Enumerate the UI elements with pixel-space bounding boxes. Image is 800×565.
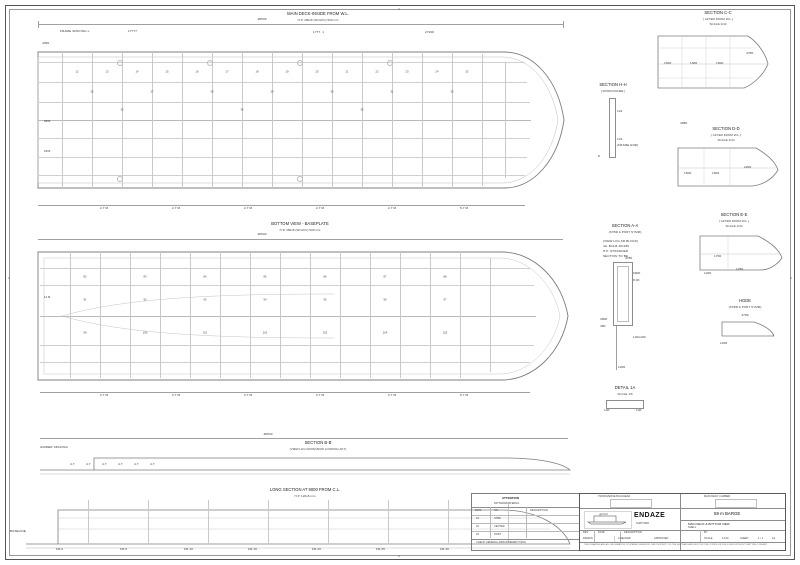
project-name: 59 m BARGE	[714, 511, 741, 516]
drawing-subtitle: SHELL	[688, 526, 697, 529]
attention-row-num: 03	[476, 533, 479, 536]
zone-number-top: 4	[398, 7, 400, 11]
hgde-profile	[718, 318, 776, 342]
deck-frame-line	[452, 52, 453, 188]
field-checked-label: CHECKED	[618, 537, 631, 540]
panel-number: 28	[210, 90, 214, 94]
deck-fitting-icon	[207, 60, 213, 66]
bottom-frame-line	[460, 252, 461, 378]
deck-frame-line	[302, 52, 303, 188]
deck-fitting-icon	[297, 176, 303, 182]
panel-number: 23	[405, 70, 409, 74]
view-title-hgde: HGDE (STBD & PORT SYMM)	[728, 298, 762, 309]
bottom-frame-line	[280, 252, 281, 378]
deck-long-line	[38, 157, 527, 158]
view-title-bottom: BOTTOM VIEW - BASEPLATE H.P. 180x8 (SP.ACC) 500 m/c	[271, 221, 329, 232]
attention-col-no: NO.	[494, 509, 499, 512]
dimension-line-bottom-view	[38, 239, 563, 240]
view-title-section-bb: SECTION B-B (VIEW LKG FROM BOW LOOKING AFT)	[289, 440, 347, 451]
panel-number: 12	[75, 70, 79, 74]
panel-number: 18	[255, 70, 259, 74]
panel-number: 20	[315, 70, 319, 74]
dimension-line-bb	[40, 438, 568, 439]
bottom-frame-line	[160, 252, 161, 378]
dim-note: 2.7 M	[316, 206, 325, 210]
rev-col-desc: DESCRIPTION	[624, 531, 642, 534]
attention-row-num: 02	[476, 525, 479, 528]
view-title-main-deck: MAIN DECK-INSIDE FROM W.L. H.P. 180x8 (SP.ACC) 500 m/c	[287, 11, 349, 22]
view-title-section-ee: SECTION E-E ( AFTER FROM W.L.) SCALE 1/10	[719, 212, 749, 229]
deck-frame-line	[332, 52, 333, 188]
panel-number: 15	[165, 70, 169, 74]
panel-number: 35	[360, 108, 364, 112]
note-aa-1: (VIEW LKG FR BLOCK)	[603, 239, 639, 243]
bottom-girder-line	[40, 268, 530, 269]
deck-fitting-icon	[117, 60, 123, 66]
deck-fitting-icon	[117, 176, 123, 182]
tb-top-label-2: MAIN DECK CAMBER	[704, 495, 731, 498]
title-block	[579, 493, 786, 551]
attention-footer: CHECK GENERAL ARRANGEMENT DWG	[476, 541, 526, 544]
note-aa-3: H.P. STIFFENER	[603, 249, 629, 253]
panel-number: 30	[330, 90, 334, 94]
zone-letter-right: C	[790, 276, 793, 280]
attention-heading: ATTENTION	[502, 496, 519, 500]
label-dim-4: 4350	[42, 41, 50, 45]
bottom-frame-line	[70, 252, 71, 378]
view-title-section-dd: SECTION D-D ( AFTER FROM W.L.) SCALE 1/10	[711, 126, 741, 143]
label-girder-spacing: GIRDER SPACING	[40, 445, 68, 449]
deck-fitting-icon	[297, 60, 303, 66]
view-title-section-hh: SECTION H-H ( FROM FRAME )	[599, 82, 627, 93]
dim-section-bb: 48540	[263, 432, 273, 436]
panel-number: 22	[375, 70, 379, 74]
dimension-girder-spacing	[40, 392, 530, 393]
drawing-sheet: MAIN DECK-INSIDE FROM W.L. H.P. 180x8 (SP.ACC) 500 m/c 48540 FRAME SPACING L. 17777 1777. 1 27200 4350 12 13 14 15 16 17 18 19 20 21 22 23 24 25 26 27 28 29 30 31 32 33 34 35 6800 5200 2.7 M 2.7 M 2.7 M 2.7 M 2.7 M 5.7 M BOTTOM VIEW - BASEPLATE H.P. 180x8 (SP.ACC) 500 m/c 48540 82 83 84 85 86 87 88 91 92 93 94 95 96 97 99 100 101 102 103 104 105 12 M 2.7 M 2.7 M 2.7 M 2.7 M 2.7 M 5.7 M SECTION B-B (VIEW LKG FROM BOW LOOKING AFT) 48540 GIRDER SPACING 4.7 4.7 4.7 4.7 4.7 4.7 LONG SECTION AT 9000 FROM C.L. H.P. 120x8 mm BASELINE FR.0 FR.5 FR.10 FR.15 FR.20 FR.25 FR.30 SECTION H-H ( FROM FRAME ) 122 122 (FRAME END) 8 SECTION A-A (STBD & PORT SYMM) (VIEW LKG FR BLOCK) 4A. BULB 40x180 H.P. STIFFENER SECTION TO BE 4780 6000 8.00 4500 480 140x100 1200 DETAIL 1A SCALE 1/5 140 140 SECTION C-C ( AFTER FROM W.L.) SCALE 1/10 1500 1500 1500 4780 SECTION D-D ( AFTER FROM W.L.) SCALE 1/10 4980 1500 1500 2200 SECTION E-E ( AFTER FROM W.L.) SCALE 1/10 1700 1250 1200 HGDE (STBD & PORT SYMM) 4780 1200 ATTENTION PATTERN/MATERIAL DWG NO. DESCRIPTION 01 STBD 02 CENTER 03 PORT CHECK GENERAL ARRANGEMENT DWG TRANSVERSE BULKHEAD MAIN DECK CAMBER ENDAZE SHIPYARD 59 m BARGE MAIN DECK & BOTTOM VIEW SHELL REV DATE DESCRIPTION BY DRAWN CHECKED APPROVED SCALE 1:100 SHEET 1 / 1 A1 THIS DRAWING AND ALL INFORMATION CONTAINED HEREIN IS THE PROPERTY OF THE SHIPYARD AND MUST NOT BE COPIED OR DISCLOSED WITHOUT WRITTEN CONSENT. C C 4 4	[0, 0, 800, 565]
zone-number-bottom: 4	[398, 554, 400, 558]
panel-number: 34	[240, 108, 244, 112]
panel-number: 16	[195, 70, 199, 74]
label-dim-1: 17777	[128, 29, 138, 33]
dim-tick-left	[38, 21, 39, 28]
frame-label: FR.15	[248, 547, 257, 551]
deck-long-line	[38, 138, 530, 139]
dim-note: 2.7 M	[244, 206, 253, 210]
label-dim-2: 1777. 1	[313, 30, 325, 34]
frame-label: FR.0	[56, 547, 64, 551]
camber-sketch-1	[610, 499, 652, 508]
rev-col-rev: REV	[583, 531, 589, 534]
deck-frame-line	[62, 52, 63, 188]
bottom-frame-line	[310, 252, 311, 378]
frame-label: FR.30	[440, 547, 449, 551]
bottom-frame-line	[250, 252, 251, 378]
label-left-note-1: 6800	[44, 120, 51, 123]
dim-note: 5.7 M	[460, 206, 469, 210]
note-aa-4: SECTION TO BE	[603, 254, 629, 258]
dim-tick-right	[563, 21, 564, 28]
deck-frame-line	[362, 52, 363, 188]
deck-long-line	[38, 82, 527, 83]
attention-row-desc: CENTER	[494, 525, 505, 528]
attention-col-desc: DESCRIPTION	[530, 509, 548, 512]
panel-number: 27	[150, 90, 154, 94]
zone-letter-left: C	[8, 276, 11, 280]
attention-row-num: 01	[476, 517, 479, 520]
attention-row-desc: STBD	[494, 517, 501, 520]
frame-label: FR.25	[376, 547, 385, 551]
label-left-note-2: 5200	[44, 150, 51, 153]
panel-number: 31	[390, 90, 394, 94]
field-drawn-label: DRAWN	[583, 537, 593, 540]
view-title-long-section: LONG SECTION AT 9000 FROM C.L. H.P. 120x8 mm	[269, 487, 341, 498]
attention-col-dwg: DWG	[475, 509, 482, 512]
section-aa-inner	[617, 266, 629, 322]
panel-number: 25	[465, 70, 469, 74]
label-bottom-side: 12 M	[44, 296, 51, 299]
tb-top-label-1: TRANSVERSE BULKHEAD	[598, 495, 631, 498]
panel-number: 14	[135, 70, 139, 74]
section-hh-profile	[609, 98, 616, 158]
bottom-frame-line	[430, 252, 431, 378]
field-scale-label: SCALE	[704, 537, 713, 540]
deck-frame-line	[272, 52, 273, 188]
disclaimer-text: THIS DRAWING AND ALL INFORMATION CONTAINED HEREIN IS THE PROPERTY OF THE SHIPYARD AND MUST NOT BE COPIED OR DISCLOSED WITHOUT WRITTEN CONSENT.	[584, 544, 768, 546]
bottom-centerline	[40, 316, 536, 317]
dim-hgde: 4780	[741, 313, 749, 317]
rev-col-date: DATE	[598, 531, 605, 534]
deck-frame-line	[505, 62, 506, 178]
deck-frame-line	[422, 52, 423, 188]
frame-label: FR.10	[184, 547, 193, 551]
view-title-detail-1a: DETAIL 1A SCALE 1/5	[614, 385, 636, 396]
deck-frame-line	[92, 52, 93, 188]
bottom-frame-line	[130, 252, 131, 378]
dim-note: 2.7 M	[388, 206, 397, 210]
deck-fitting-icon	[387, 60, 393, 66]
section-dd-profile	[672, 142, 782, 190]
label-baseline: BASELINE	[10, 529, 26, 533]
bottom-frame-line	[490, 258, 491, 372]
view-title-section-aa: SECTION A-A (STBD & PORT SYMM)	[608, 223, 642, 234]
deck-frame-line	[152, 52, 153, 188]
deck-frame-line	[482, 54, 483, 186]
drawing-title: MAIN DECK & BOTTOM VIEW	[688, 522, 730, 526]
bottom-frame-line	[400, 252, 401, 378]
label-dim-3: 27200	[425, 30, 435, 34]
deck-long-line	[38, 102, 530, 103]
dim-line-aa	[616, 326, 617, 370]
panel-number: 21	[345, 70, 349, 74]
dimension-line-overall	[38, 24, 563, 25]
rev-col-by: BY	[704, 531, 708, 534]
dimension-line-bottom	[38, 205, 525, 206]
bottom-frame-line	[340, 252, 341, 378]
section-bb-profile	[34, 450, 579, 476]
panel-number: 13	[105, 70, 109, 74]
attention-block	[471, 493, 583, 551]
bottom-frame-line	[220, 252, 221, 378]
panel-number: 19	[285, 70, 289, 74]
view-title-section-cc: SECTION C-C ( AFTER FROM W.L.) SCALE 1/10	[703, 10, 733, 27]
bottom-frame-line	[370, 252, 371, 378]
bottom-girder-line	[40, 362, 530, 363]
frame-label: FR.20	[312, 547, 321, 551]
frame-label: FR.5	[120, 547, 128, 551]
deck-frame-line	[122, 52, 123, 188]
deck-frame-line	[182, 52, 183, 188]
attention-row-desc: PORT	[494, 533, 502, 536]
deck-centerline	[38, 120, 531, 121]
panel-number: 24	[435, 70, 439, 74]
company-subtitle: SHIPYARD	[636, 522, 650, 525]
dim-note: 2.7 M	[172, 206, 181, 210]
field-scale-value: 1:100	[722, 537, 729, 540]
dim-note: 2.7 M	[100, 206, 109, 210]
deck-frame-line	[242, 52, 243, 188]
bottom-frame-line	[190, 252, 191, 378]
dimension-overall-value: 48540	[257, 17, 267, 21]
panel-number: 33	[120, 108, 124, 112]
field-sheet-label: SHEET	[740, 537, 749, 540]
ship-logo-icon	[586, 513, 628, 525]
panel-number: 17	[225, 70, 229, 74]
deck-frame-line	[392, 52, 393, 188]
label-frame-spacing: FRAME SPACING L.	[60, 29, 91, 33]
panel-number: 26	[90, 90, 94, 94]
dimension-bottom-value: 48540	[257, 232, 267, 236]
note-aa-2: 4A. BULB 40x180	[603, 244, 630, 248]
bottom-frame-line	[100, 252, 101, 378]
company-name: ENDAZE	[634, 512, 666, 519]
field-approved-label: APPROVED	[654, 537, 669, 540]
field-size-value: A1	[772, 537, 776, 540]
panel-number: 29	[270, 90, 274, 94]
deck-frame-line	[212, 52, 213, 188]
field-sheet-value: 1 / 1	[758, 537, 764, 540]
camber-sketch-2	[715, 499, 757, 508]
panel-number: 32	[450, 90, 454, 94]
attention-subheading: PATTERN/MATERIAL	[494, 502, 520, 505]
